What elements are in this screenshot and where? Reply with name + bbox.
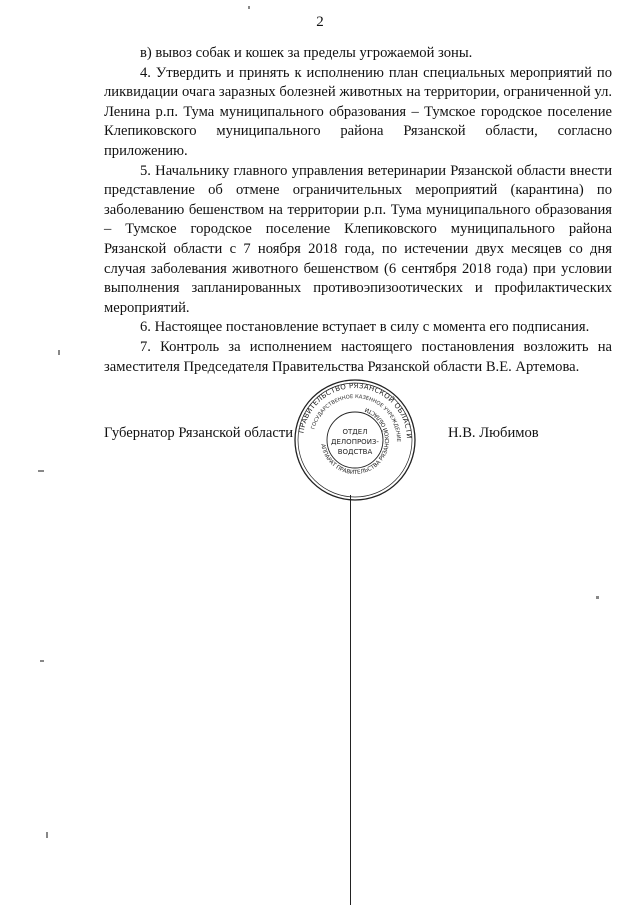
scan-speck	[46, 832, 48, 838]
scan-speck	[248, 6, 250, 9]
scan-speck	[58, 350, 60, 355]
seal-center-line-3: ВОДСТВА	[337, 448, 373, 456]
seal-outer-text: ПРАВИТЕЛЬСТВО РЯЗАНСКОЙ ОБЛАСТИ	[297, 381, 414, 440]
paragraph-5: 5. Начальнику главного управления ветеринарии Рязанской области внести представление об отмене ограничительных мероприятий (карантина) по заболеванию бешенством на территории р.п. Тума муниципального образования – Тумское городское поселение Клепиковского муниципального района Рязанской области с 7 ноября 2018 года, по истечении двух месяцев со дня случая заболевания животного бешенством (6 сентября 2018 года) при условии выполнения запланированных противоэпизоотических и профилактических мероприятий.	[104, 162, 612, 316]
scan-speck	[38, 470, 44, 472]
paragraph-3v: в) вывоз собак и кошек за пределы угрожаемой зоны.	[140, 45, 473, 61]
seal-center-line-1: ОТДЕЛ	[342, 428, 368, 436]
official-seal	[293, 378, 417, 502]
paragraph-7: 7. Контроль за исполнением настоящего постановления возложить на заместителя Председателя Правительства Рязанской области В.Е. Артемова.	[104, 338, 612, 375]
scan-speck	[40, 660, 44, 662]
paragraph-4: 4. Утвердить и принять к исполнению план специальных мероприятий по ликвидации очага заразных болезней животных на территории, ограниченной ул. Ленина р.п. Тума муниципального образования – Тумское городское поселение Клепиковского муниципального района Рязанской области, согласно приложению.	[104, 64, 612, 159]
signer-position: Губернатор Рязанской области	[104, 425, 294, 441]
seal-inner-text: АППАРАТ ПРАВИТЕЛЬСТВА РЯЗАНСКОЙ ОБЛАСТИ	[319, 405, 392, 477]
page-number: 2	[316, 14, 324, 30]
document-body	[104, 44, 612, 377]
seal-center-line-2: ДЕЛОПРОИЗ-	[331, 438, 379, 446]
seal-middle-text: ГОСУДАРСТВЕННОЕ КАЗЕННОЕ УЧРЕЖДЕНИЕ	[310, 393, 402, 443]
signer-name: Н.В. Любимов	[448, 425, 539, 441]
paragraph-6: 6. Настоящее постановление вступает в силу с момента его подписания.	[140, 319, 590, 336]
binding-line	[350, 495, 351, 905]
scan-speck	[596, 596, 599, 599]
